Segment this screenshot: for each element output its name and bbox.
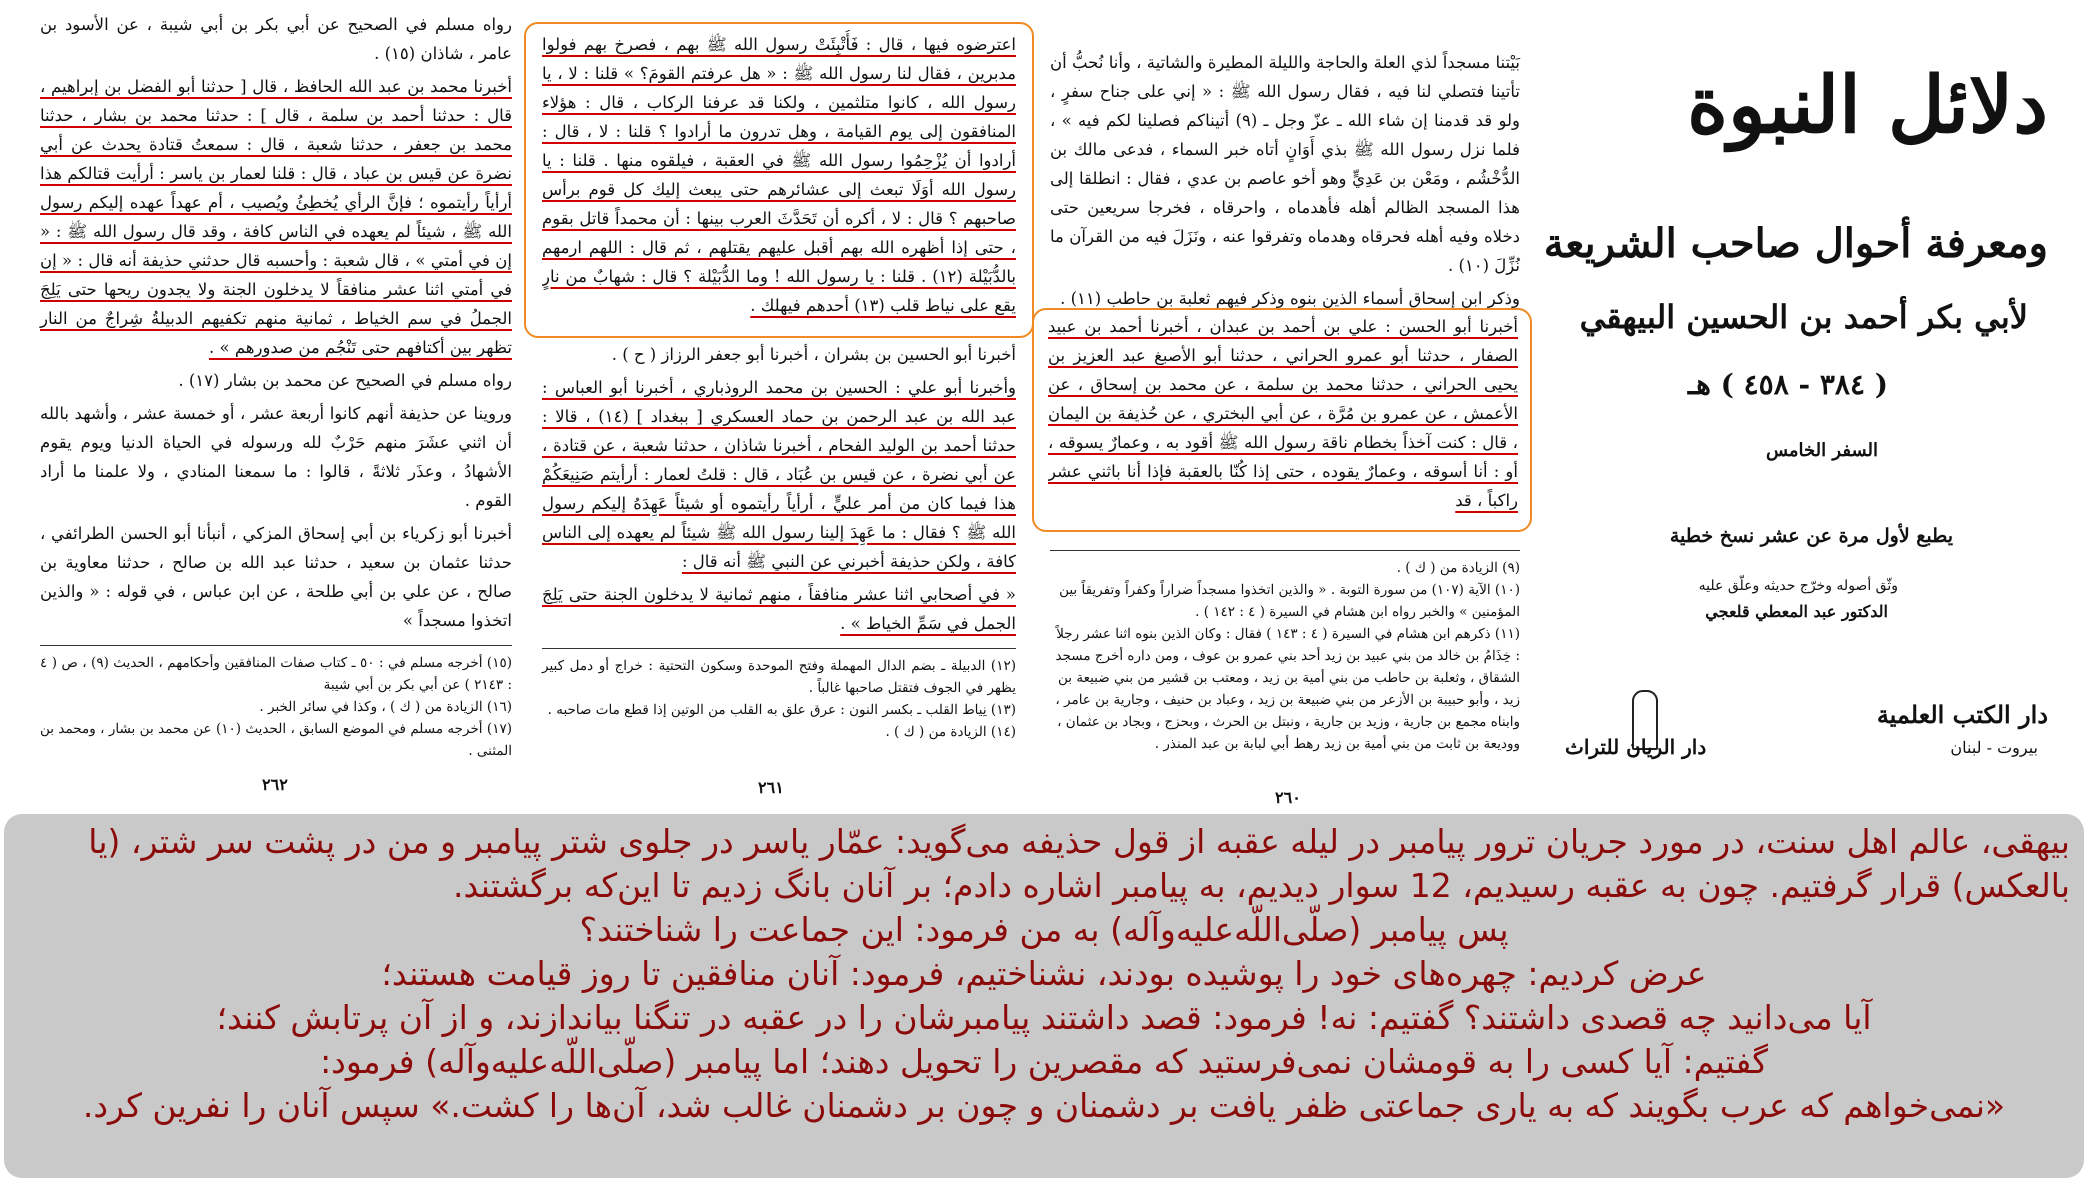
book-subtitle: ومعرفة أحوال صاحب الشريعة xyxy=(1543,220,2048,267)
book-title: دلائل النبوة xyxy=(1687,60,2048,151)
middle-paragraph-1: أخبرنا أبو الحسين بن بشران ، أخبرنا أبو جعفر الرزاز ( ح ) . xyxy=(611,345,1016,364)
book-volume: السفر الخامس xyxy=(1765,440,1878,461)
publisher-1: دار الكتب العلمية xyxy=(1876,700,2048,729)
book-dates: ( ٣٨٤ - ٤٥٨ ) هـ xyxy=(1687,368,1888,401)
right-boxed xyxy=(1048,312,1518,528)
edition-note: يطبع لأول مرة عن عشر نسخ خطية xyxy=(1669,525,1953,547)
caption-box xyxy=(4,814,2084,1178)
left-paragraph-2: أخبرنا محمد بن عبد الله الحافظ ، قال [ حدثنا أبو الفضل بن إبراهيم ، قال : حدثنا أحمد بن سلمة ، قال ] : حدثنا محمد بن بشار ، حدثنا محمد بن جعفر ، حدثنا شعبة ، قال : سمعتُ قتادة يحدث عن أبي نضرة عن قيس بن عباد ، قال : قلنا لعمار بن ياسر : أرأيت قتالكم هذا أرأياً رأيتموه ؛ فإنَّ الرأي يُخطِئُ ويُصيب ، أم عهداً عهده إليكم رسول الله ﷺ ، شيئاً لم يعهده في الناس كافة ، وقد قال رسول الله ﷺ : « إن في أمتي » ، قال شعبة : وأحسبه قال حدثني حذيفة أنه قال : « إن في أمتي اثنا عشر منافقاً لا يدخلون الجنة ولا يجدون ريحها حتى يَلِجَ الجملُ في سم الخياط ، ثمانية منهم تكفيهم الدبيلةُ شِراجٌ من النار تظهر بين أكتافهم حتى تَنْجُم من صدورهم » . xyxy=(40,77,512,357)
footnote: (١٠) الآية (١٠٧) من سورة التوبة . « والذين اتخذوا مسجداً ضراراً وكفراً وتفريقاً بين المؤمنين » والخبر رواه ابن هشام في السيرة ( ٤ : ١٤٢ ) . xyxy=(1059,582,1520,620)
left-paragraph-4: وروينا عن حذيفة أنهم كانوا أربعة عشر ، أو خمسة عشر ، وأشهد بالله أن اثني عشَرَ منهم حَرْبٌ لله ورسوله في الحياة الدنيا ويوم يقوم الأشهادُ ، وعذَر ثلاثةً ، قالوا : ما سمعنا المنادي ، ولا علمنا ما أراد القوم . xyxy=(40,404,512,510)
right-top-paragraph: بَيْتنا مسجداً لذي العلة والحاجة والليلة المطيرة والشاتية ، وأنا نُحبُّ أن تأتينا فتصلي لنا فيه ، فقال رسول الله ﷺ : « إني على جناح سفرٍ ، ولو قد قدمنا إن شاء الله ـ عزّ وجل ـ (٩) أتيناكم فصلينا لكم فيه » ، فلما نزل رسول الله ﷺ بذي أَوَانٍ أتاه خبر السماء ، فدعى مالك بن الدُّخْشُم ، ومَعْن بن عَدِيٍّ وهو أخو عاصم بن عدي ، فقال : انطلقا إلى هذا المسجد الظالم أهله فأهدماه ، واحرقاه ، فخرجا سريعين حتى دخلاه وفيه أهله فحرقاه وهدماه وتفرقوا عنه ، ونَزَلَ فيه من القرآن ما نُزِّلَ (١٠) . xyxy=(1050,53,1520,275)
caption-line-3: عرض کردیم: چهره‌های خود را پوشیده بودند، نشناختیم، فرمود: آنان منافقین تا روز قیامت هستند؛ xyxy=(381,954,1707,993)
footnote: (١٤) الزيادة من ( ك ) . xyxy=(885,724,1016,740)
page-number-middle: ٢٦١ xyxy=(758,778,784,797)
footnote: (٩) الزيادة من ( ك ) . xyxy=(1396,560,1520,576)
caption-line-5: گفتیم: آیا کسی را به قومشان نمی‌فرستید که مقصرین را تحویل دهند؛ اما پیامبر (صلّی‌اللّه‌علیه‌وآله) فرمود: xyxy=(320,1042,1768,1081)
footnote: (١٢) الدبيلة ـ بضم الدال المهملة وفتح الموحدة وسكون التحتية : خراج أو دمل كبير يظهر في الجوف فتقتل صاحبها غالباً . xyxy=(542,658,1016,696)
page-number-left: ٢٦٢ xyxy=(262,775,288,794)
editor-line-1: وثّق أصوله وخرّج حديثه وعلّق عليه xyxy=(1698,578,1898,594)
footnote: (١٦) الزيادة من ( ك ) ، وكذا في سائر الخبر . xyxy=(259,699,512,715)
left-paragraph-5: أخبرنا أبو زكرياء بن أبي إسحاق المزكي ، أنبأنا أبو الحسن الطرائفي ، حدثنا عثمان بن سعيد ، حدثنا عبد الله بن صالح ، حدثنا معاوية بن صالح ، عن علي بن أبي طلحة ، عن ابن عباس ، في قوله : « والذين اتخذوا مسجداً » xyxy=(40,524,512,630)
middle-footnotes xyxy=(542,648,1016,743)
footnote: (١٥) أخرجه مسلم في : ٥٠ ـ كتاب صفات المنافقين وأحكامهم ، الحديث (٩) ، ص ( ٤ : ٢١٤٣ ) عن أبي بكر بن أبي شيبة xyxy=(40,655,512,693)
right-footnotes xyxy=(1050,550,1520,790)
caption-line-1: بیهقی، عالم اهل سنت، در مورد جریان ترور پیامبر در لیله عقبه از قول حذیفه می‌گوید: عمّار یاسر در جلوی شتر پیامبر و من در پشت سر شتر، (یا بالعکس) قرار گرفتیم. چون به عقبه رسیدیم، 12 سوار دیدیم، به پیامبر اشاره دادم؛ بر آنان بانگ زدیم تا این‌که برگشتند. xyxy=(88,822,2070,905)
middle-paragraph-3: « في أصحابي اثنا عشر منافقاً ، منهم ثمانية لا يدخلون الجنة حتى يَلِجَ الجمل في سَمِّ الخياط » . xyxy=(542,585,1016,633)
middle-page xyxy=(542,30,1016,830)
footnote: (١٣) نِياط القلب ـ بكسر النون : عرق علق به القلب من الوتين إذا قطع مات صاحبه . xyxy=(547,702,1016,718)
book-author: لأبي بكر أحمد بن الحسين البيهقي xyxy=(1579,298,2028,336)
right-boxed-paragraph: أخبرنا أبو الحسن : علي بن أحمد بن عبدان ، أخبرنا أحمد بن عبيد الصفار ، حدثنا أبو عمرو الحراني ، حدثنا أبو الأصبغ عبد العزيز بن يحيى الحراني ، حدثنا محمد بن سلمة ، عن محمد بن إسحاق ، عن الأعمش ، عن عمرو بن مُرَّة ، عن أبي البختري ، عن حُذيفة بن اليمان ، قال : كنت آخذاً بخطام ناقة رسول الله ﷺ أقود به ، وعمارٌ يسوقه ، أو : أنا أسوقه ، وعمارٌ يقوده ، حتى إذا كُنّا بالعقبة فإذا أنا باثني عشر راكباً ، قد xyxy=(1048,317,1518,510)
right-names-line: وذكر ابن إسحاق أسماء الذين بنوه وذكر فيهم ثعلبة بن حاطب (١١) . xyxy=(1060,289,1520,308)
publisher-2: دار الريان للتراث xyxy=(1565,735,1707,759)
middle-boxed-paragraph: اعترضوه فيها ، قال : فَأُتْبِئَتْ رسول الله ﷺ بهم ، فصرخ بهم فولوا مدبرين ، فقال لنا رسول الله ﷺ : « هل عرفتم القومَ؟ » قلنا : لا ، يا رسول الله ، كانوا متلثمين ، ولكنا قد عرفنا الركاب ، قال : هؤلاء المنافقون إلى يوم القيامة ، وهل تدرون ما أرادوا ؟ قلنا : لا ، قال : أرادوا أن يُزْحِمُوا رسول الله ﷺ في العقبة ، فيلقوه منها . قلنا : يا رسول الله أوَلَا تبعث إلى عشائرهم حتى يبعث إليك كل قوم برأس صاحبهم ؟ قال : لا ، أكره أن تَحَدَّثَ العرب بينها : أن محمداً قاتل بقوم ، حتى إذا أظهره الله بهم أقبل عليهم يقتلهم ، ثم قال : اللهم ارمهم بالدُّبَيْلة (١٢) . قلنا : يا رسول الله ! وما الدُّبَيْلة ؟ قال : شهابٌ من نارٍ يقع على نياط قلب (١٣) أحدهم فيهلك . xyxy=(542,35,1016,315)
caption-line-2: پس پیامبر (صلّی‌اللّه‌علیه‌وآله) به من فرمود: این جماعت را شناختند؟ xyxy=(579,910,1509,949)
footnote: (١٧) أخرجه مسلم في الموضع السابق ، الحديث (١٠) عن محمد بن بشار ، ومحمد بن المثنى . xyxy=(40,721,512,759)
left-paragraph-1: رواه مسلم في الصحيح عن أبي بكر بن أبي شيبة ، عن الأسود بن عامر ، شاذان (١٥) . xyxy=(40,15,512,63)
caption-line-6: «نمی‌خواهم که عرب بگویند که به یاری جماعتی ظفر یافت بر دشمنان و چون بر دشمنان غالب شد، آن‌ها را کشت.» سپس آنان را نفرین کرد. xyxy=(82,1086,2006,1125)
left-footnotes xyxy=(40,645,512,762)
footnote: (١١) ذكرهم ابن هشام في السيرة ( ٤ : ١٤٣ ) فقال : وكان الذين بنوه اثنا عشر رجلاً : خِذَامُ بن خالد من بني عبيد بن زيد أحد بني عمرو بن عوف ، ومن داره أخرج مسجد الشقاق ، وثعلبة بن حاطب من بني أمية بن زيد ، ومعتب بن قشير من بني ضبيعة بن زيد ، وأبو حبيبة بن الأزعر من بني ضبيعة بن زيد ، وعباد بن حنيف ، وجارية بن عامر ، وابناه مجمع بن جارية ، وزيد بن جارية ، ونبتل بن الحرث ، وبحزج ، وبجاد بن عثمان ، ووديعة بن ثابت من بني أمية بن زيد رهط أبي لبابة بن عبد المنذر . xyxy=(1055,626,1520,752)
page-number-right: ٢٦٠ xyxy=(1275,788,1301,807)
left-page xyxy=(40,10,512,810)
publisher-1-city: بيروت - لبنان xyxy=(1950,738,2038,757)
left-paragraph-3: رواه مسلم في الصحيح عن محمد بن بشار (١٧) . xyxy=(178,371,512,390)
editor-line-2: الدكتور عبد المعطي قلعجي xyxy=(1705,602,1888,621)
middle-paragraph-2: وأخبرنا أبو علي : الحسين بن محمد الروذباري ، أخبرنا أبو العباس : عبد الله بن عبد الرحمن بن حماد العسكري [ ببغداد ] (١٤) ، قالا : حدثنا أحمد بن الوليد الفحام ، أخبرنا شاذان ، حدثنا شعبة ، عن قتادة ، عن أبي نضرة ، عن قيس بن عُبَاد ، قال : قلتُ لعمار : أرأيتم صَنِيعَكُمْ هذا فيما كان من أمر عليٍّ ، أرأياً رأيتموه أو شيئاً عَهِدَهُ إليكم رسول الله ﷺ ؟ فقال : ما عَهِدَ إلينا رسول الله ﷺ شيئاً لم يعهده إلى الناس كافة ، ولكن حذيفة أخبرني عن النبي ﷺ أنه قال : xyxy=(542,378,1016,571)
caption-line-4: آیا می‌دانید چه قصدی داشتند؟ گفتیم: نه! فرمود: قصد داشتند پیامبرشان را در عقبه در تنگنا بیاندازند، و از آن پرتابش کنند؛ xyxy=(216,998,1872,1037)
